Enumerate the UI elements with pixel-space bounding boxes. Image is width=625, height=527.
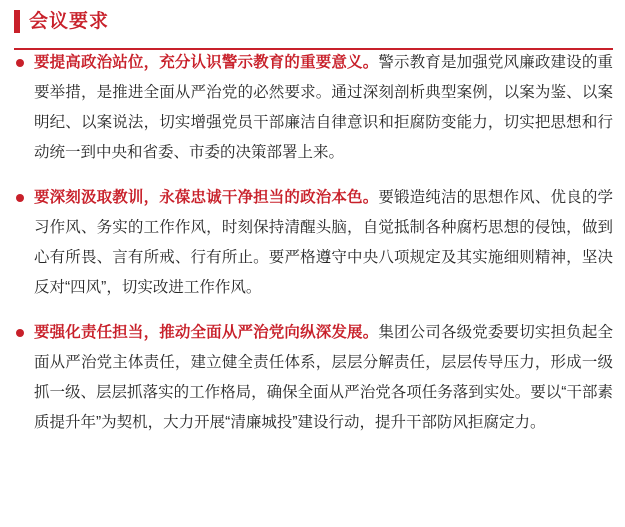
section-header (14, 10, 625, 33)
list-item (14, 183, 613, 303)
body-content (14, 48, 613, 438)
header-accent-bar (14, 10, 20, 33)
paragraph-body: 警示教育是加强党风廉政建设的重要举措，是推进全面从严治党的必然要求。通过深刻剖析典型案例，以案为鉴、以案明纪、以案说法，切实增强党员干部廉洁自律意识和拒腐防变能力，切实把思想和行动统一到中央和省委、市委的决策部署上来。 (34, 54, 613, 161)
paragraph-lead: 要深刻汲取教训，永葆忠诚干净担当的政治本色。 (34, 189, 379, 206)
bullet-icon (16, 194, 24, 202)
list-item (14, 318, 613, 438)
bullet-icon (16, 329, 24, 337)
list-item (14, 48, 613, 168)
paragraph-lead: 要强化责任担当，推动全面从严治党向纵深发展。 (34, 324, 379, 341)
paragraph-body: 集团公司各级党委要切实担负起全面从严治党主体责任，建立健全责任体系，层层分解责任，层层传导压力，形成一级抓一级、层层抓落实的工作格局，确保全面从严治党各项任务落到实处。要以“干部素质提升年”为契机，大力开展“清廉城投”建设行动，提升干部防风拒腐定力。 (34, 324, 613, 431)
bullet-icon (16, 59, 24, 67)
document-page (0, 10, 625, 527)
page-title: 会议要求 (29, 11, 110, 32)
paragraph-body: 要锻造纯洁的思想作风、优良的学习作风、务实的工作作风，时刻保持清醒头脑，自觉抵制各种腐朽思想的侵蚀，做到心有所畏、言有所戒、行有所止。要严格遵守中央八项规定及其实施细则精神，坚决反对“四风”，切实改进工作作风。 (34, 189, 613, 296)
paragraph-lead: 要提高政治站位，充分认识警示教育的重要意义。 (34, 54, 379, 71)
